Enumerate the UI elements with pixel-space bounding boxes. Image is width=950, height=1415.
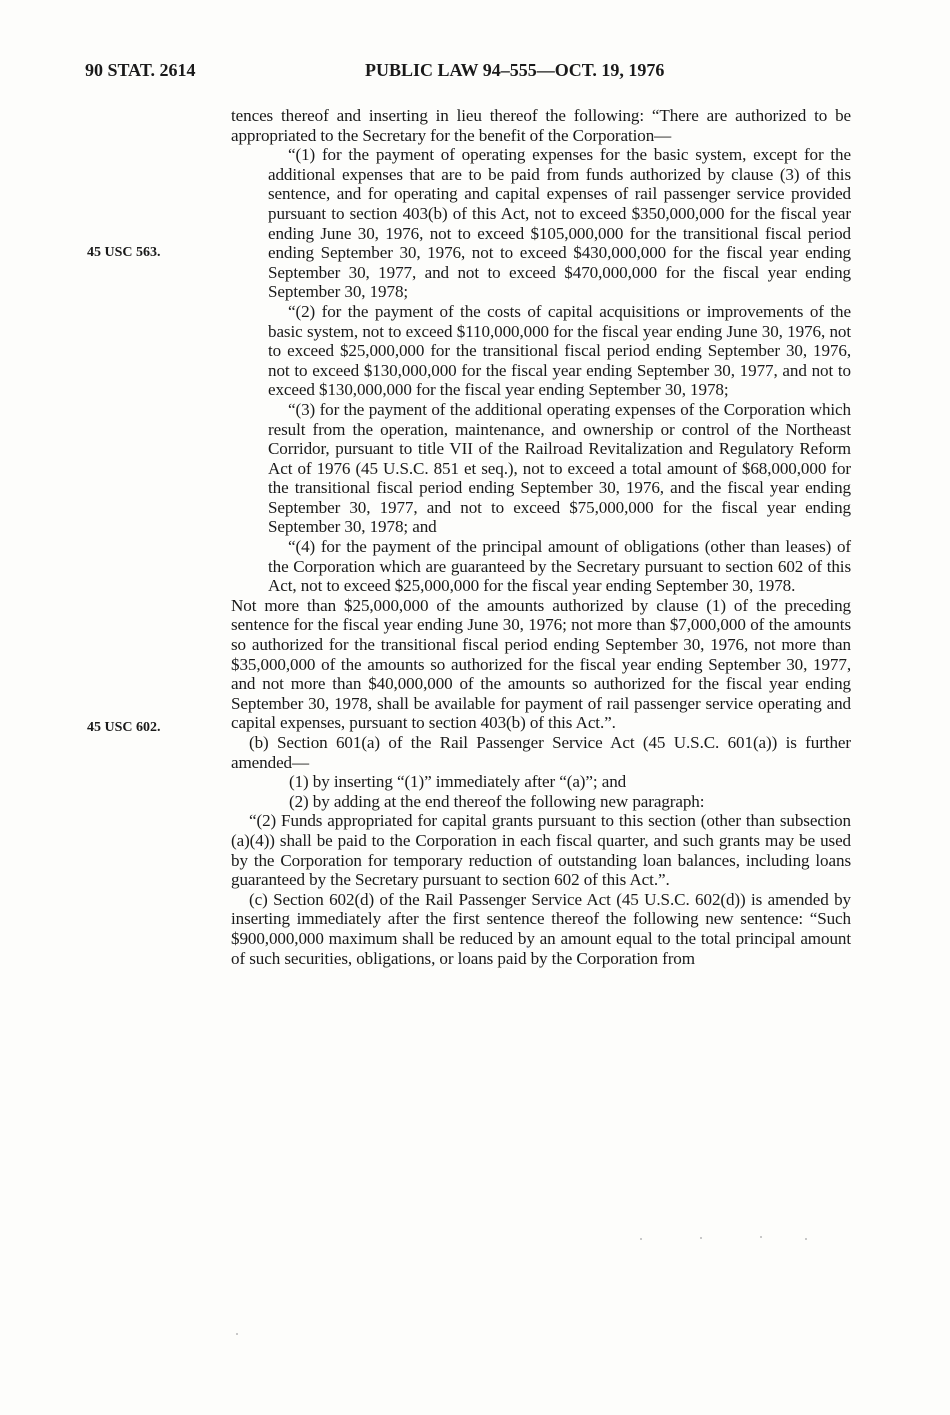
margin-citation-45-usc-563: 45 USC 563.	[87, 245, 161, 260]
speck	[700, 1237, 702, 1239]
subsection-c: (c) Section 602(d) of the Rail Passenger Service Act (45 U.S.C. 602(d)) is amended by inserting immediately after the first sentence thereof the following new sentence: “Such $900,000,000 maximum shall be reduced by an amount equal to the total principal amount of such securities, obligations, or loans paid by the Corporation from	[231, 889, 851, 968]
speck	[760, 1236, 762, 1238]
clause-3: “(3) for the payment of the additional operating expenses of the Corporation which result from the operation, maintenance, and ownership or control of the Northeast Corridor, pursuant to title VII of the Railroad Revitalization and Regulatory Reform Act of 1976 (45 U.S.C. 851 et seq.), not to exceed a total amount of $68,000,000 for the transitional fiscal period ending September 30, 1976, and the fiscal year ending September 30, 1977, and not to exceed $75,000,000 for the fiscal year ending September 30, 1978; and	[268, 399, 851, 537]
paragraph-not-more-than: Not more than $25,000,000 of the amounts authorized by clause (1) of the preceding sentence for the fiscal year ending June 30, 1976; not more than $7,000,000 of the amounts so authorized for the transitional fiscal period ending September 30, 1976, not more than $35,000,000 of the amounts so authorized for the fiscal year ending September 30, 1977, and not more than $40,000,000 of the amounts so authorized for the fiscal year ending September 30, 1978, shall be available for payment of rail passenger service operating and capital expenses, pursuant to section 403(b) of this Act.”.	[231, 595, 851, 733]
clause-4: “(4) for the payment of the principal amount of obligations (other than leases) of the Corporation which are guaranteed by the Secretary pursuant to section 602 of this Act, not to exceed $25,000,000 for the fiscal year ending September 30, 1978.	[268, 537, 851, 596]
speck	[805, 1238, 807, 1240]
amendment-item-1: (1) by inserting “(1)” immediately after “(a)”; and	[289, 772, 627, 792]
stat-page-number: 90 STAT. 2614	[85, 60, 196, 80]
amendment-item-2: (2) by adding at the end thereof the following new paragraph:	[289, 791, 705, 811]
clause-1: “(1) for the payment of operating expenses for the basic system, except for the additional expenses that are to be paid from funds authorized by clause (3) of this sentence, and for operating and capital expenses of rail passenger service provided pursuant to section 403(b) of this Act, not to exceed $350,000,000 for the fiscal year ending June 30, 1976, not to exceed $105,000,000 for the transitional fiscal period ending September 30, 1976, not to exceed $430,000,000 for the fiscal year ending September 30, 1977, and not to exceed $470,000,000 for the fiscal year ending September 30, 1978;	[268, 145, 851, 302]
speck	[236, 1333, 238, 1335]
clause-2: “(2) for the payment of the costs of capital acquisitions or improvements of the basic system, not to exceed $110,000,000 for the fiscal year ending June 30, 1976, not to exceed $25,000,000 for the transitional fiscal period ending September 30, 1976, not to exceed $130,000,000 for the fiscal year ending September 30, 1977, and not to exceed $130,000,000 for the fiscal year ending September 30, 1978;	[268, 301, 851, 400]
page-header	[85, 60, 851, 84]
new-paragraph-2: “(2) Funds appropriated for capital grants pursuant to this section (other than subsection (a)(4)) shall be paid to the Corporation in each fiscal quarter, and such grants may be used by the Corporation for temporary reduction of outstanding loan balances, including loans guaranteed by the Secretary pursuant to section 602 of this Act.”.	[231, 811, 851, 890]
statute-body	[231, 106, 851, 968]
margin-citation-45-usc-602: 45 USC 602.	[87, 720, 161, 735]
subsection-b: (b) Section 601(a) of the Rail Passenger Service Act (45 U.S.C. 601(a)) is further amended—	[231, 733, 851, 772]
speck	[640, 1238, 642, 1240]
public-law-title: PUBLIC LAW 94–555—OCT. 19, 1976	[365, 60, 665, 80]
paragraph-continuation: tences thereof and inserting in lieu thereof the following: “There are authorized to be appropriated to the Secretary for the benefit of the Corporation—	[231, 106, 851, 145]
